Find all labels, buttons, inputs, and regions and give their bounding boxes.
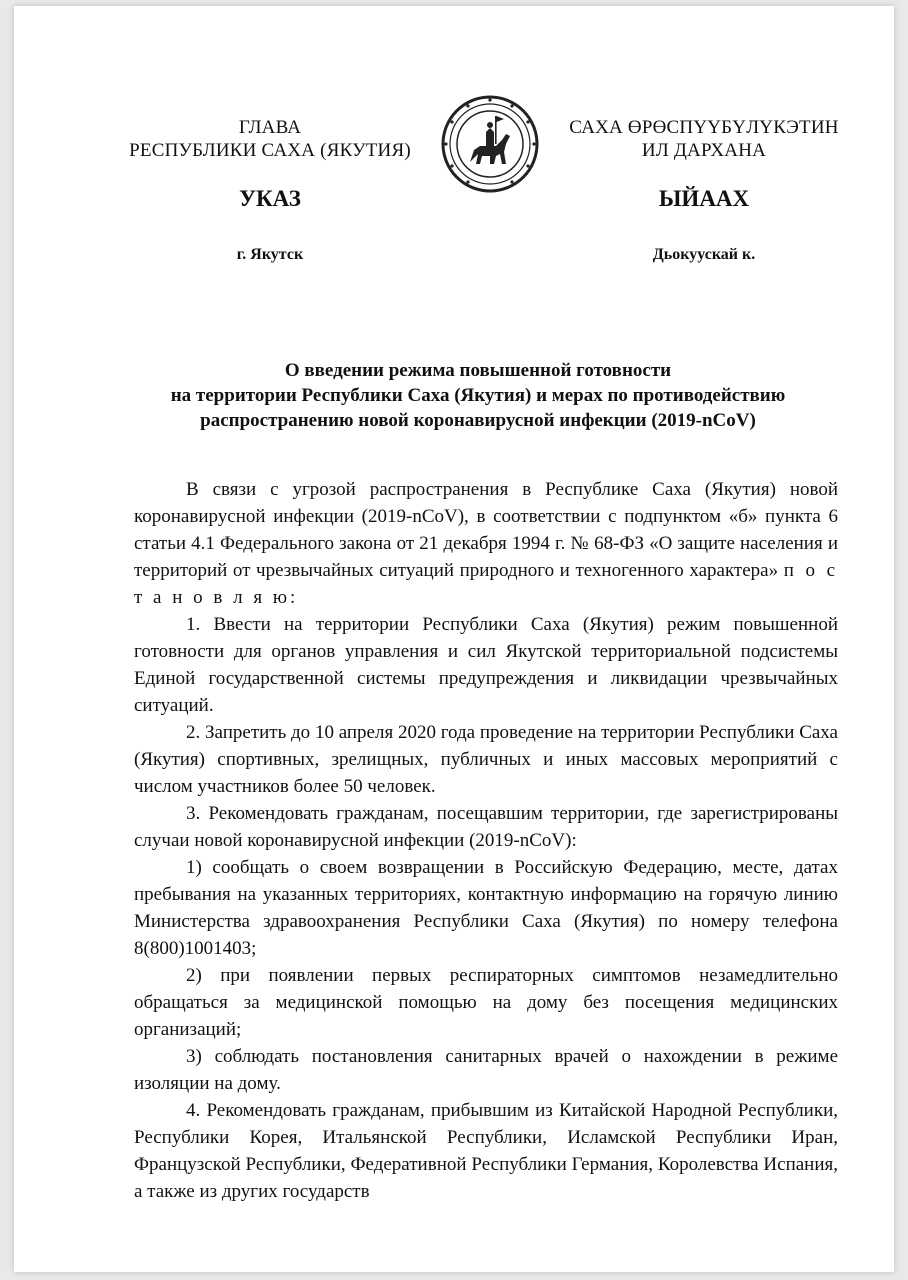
paragraph-3-item-2: 2) при появлении первых респираторных симптомов незамедлительно обращаться за медицинской помощью на дому без посещения медицинских организаций; bbox=[134, 965, 838, 1040]
preamble-paragraph bbox=[134, 476, 838, 611]
decree-word: п о с т а н о в л я ю: bbox=[134, 560, 839, 608]
preamble-text: В связи с угрозой распространения в Республике Саха (Якутия) новой коронавирусной инфекции (2019-nCoV), в соответствии с подпунктом «б» пункта 6 статьи 4.1 Федерального закона от 21 декабря 1994 г. № 68-ФЗ «О защите населения и территорий от чрезвычайных ситуаций природного и техногенного характера» bbox=[134, 479, 838, 581]
issuer-sakha bbox=[554, 116, 854, 162]
document-body bbox=[134, 476, 838, 1205]
city-sakha: Дьокуускай к. bbox=[652, 246, 756, 263]
issuer-ru-line1: ГЛАВА bbox=[238, 117, 302, 138]
paragraph-2: 2. Запретить до 10 апреля 2020 года проведение на территории Республики Саха (Якутия) спортивных, зрелищных, публичных и иных массовых мероприятий с числом участников более 50 человек. bbox=[134, 722, 838, 797]
paragraph-3-item-1: 1) сообщать о своем возвращении в Российскую Федерацию, месте, датах пребывания на указанных территориях, контактную информацию на горячую линию Министерства здравоохранения Республики Саха (Якутия) по номеру телефона 8(800)1001403; bbox=[134, 857, 838, 959]
title-line-2: на территории Республики Саха (Якутия) и мерах по противодействию bbox=[170, 385, 786, 406]
paragraph-3: 3. Рекомендовать гражданам, посещавшим территории, где зарегистрированы случаи новой коронавирусной инфекции (2019-nCoV): bbox=[134, 803, 838, 851]
issuer-sakha-line1: САХА ӨРӨСПҮҮБҮЛҮКЭТИН bbox=[569, 117, 839, 138]
paragraph-4: 4. Рекомендовать гражданам, прибывшим из Китайской Народной Республики, Республики Корея, Итальянской Республики, Исламской Республики Иран, Французской Республики, Федеративной Республики Германия, Королевства Испания, а также из других государств bbox=[134, 1100, 838, 1202]
title-line-3: распространению новой коронавирусной инфекции (2019-nCoV) bbox=[200, 410, 756, 431]
decree-label-sakha: ЫЙААХ bbox=[658, 186, 750, 211]
issuer-ru bbox=[120, 116, 420, 162]
issuer-sakha-line2: ИЛ ДАРХАНА bbox=[641, 140, 767, 161]
document-title bbox=[118, 358, 838, 433]
paragraph-1: 1. Ввести на территории Республики Саха (Якутия) режим повышенной готовности для органов управления и сил Якутской территориальной подсистемы Единой государственной системы предупреждения и ликвидации чрезвычайных ситуаций. bbox=[134, 614, 838, 716]
title-line-1: О введении режима повышенной готовности bbox=[284, 360, 672, 381]
decree-label-ru: УКАЗ bbox=[239, 186, 301, 211]
coat-of-arms-icon bbox=[440, 94, 540, 194]
document-page bbox=[14, 6, 894, 1272]
issuer-ru-line2: РЕСПУБЛИКИ САХА (ЯКУТИЯ) bbox=[129, 140, 411, 161]
city-ru: г. Якутск bbox=[236, 246, 304, 263]
paragraph-3-item-3: 3) соблюдать постановления санитарных врачей о нахождении в режиме изоляции на дому. bbox=[134, 1046, 838, 1094]
